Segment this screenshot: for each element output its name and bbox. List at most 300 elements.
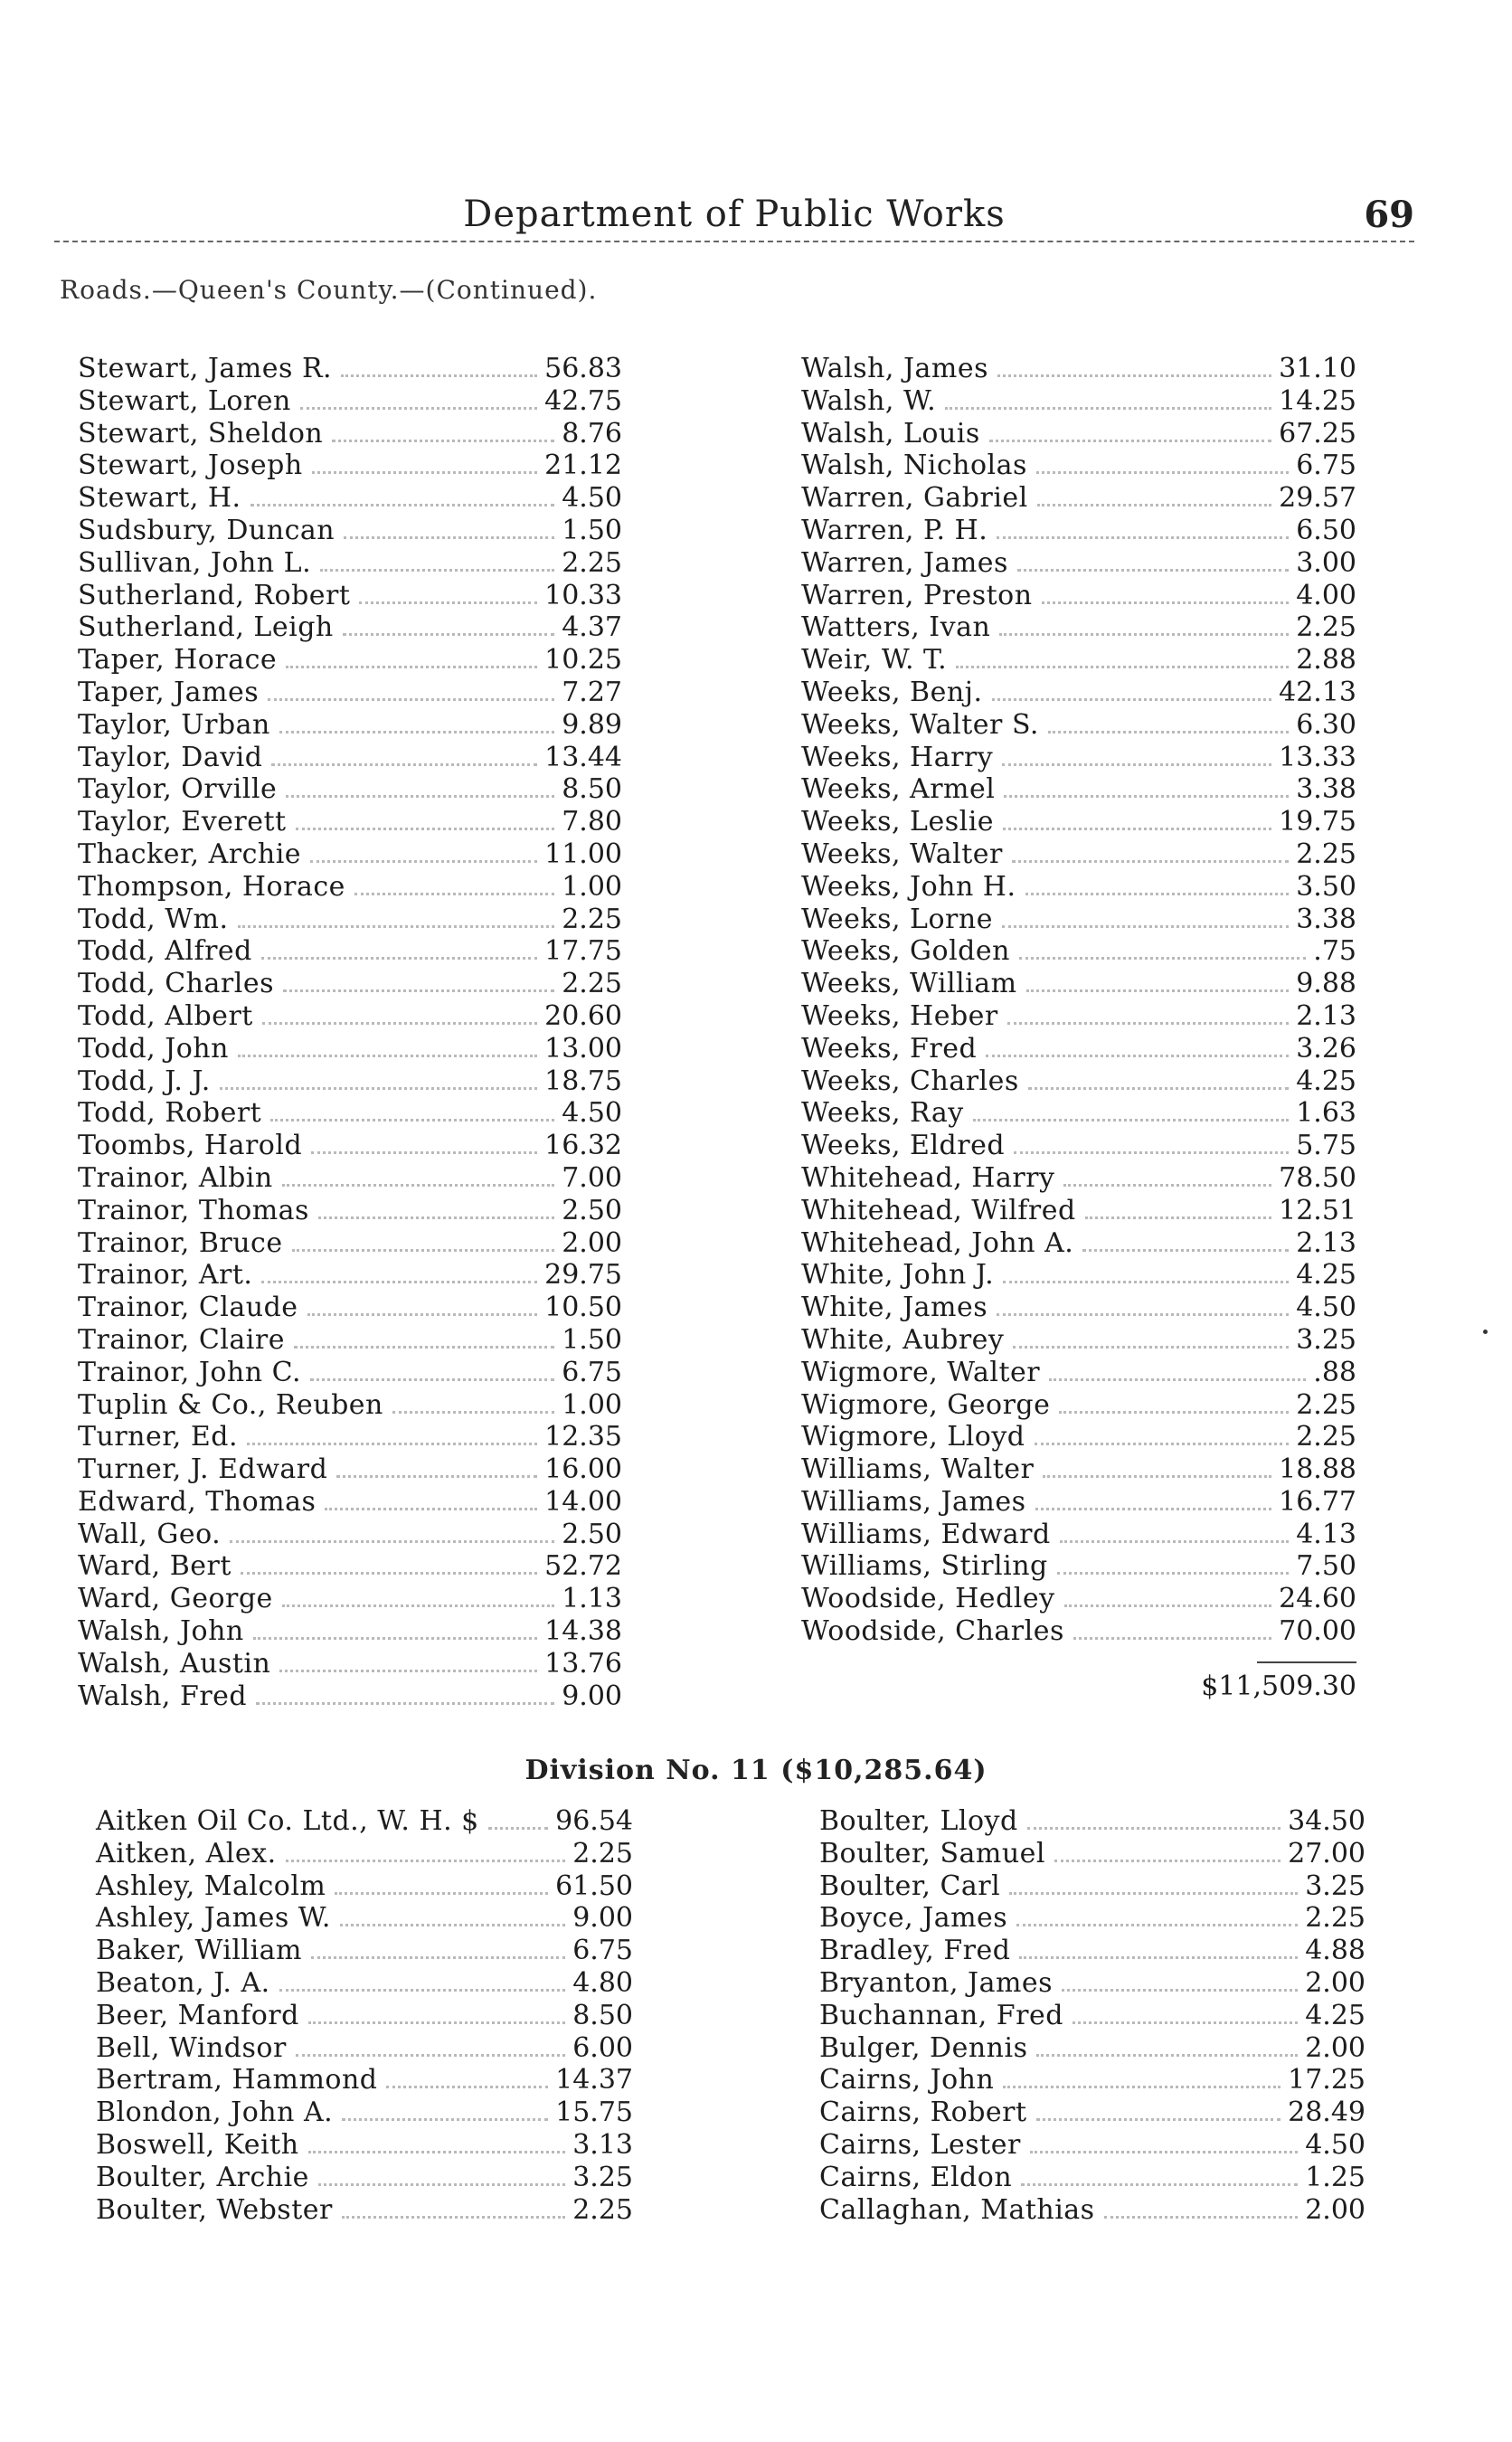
entry-name: White, John J. xyxy=(801,1259,995,1292)
entry-name: Bryanton, James xyxy=(819,1966,1054,1999)
list-item xyxy=(801,1615,1356,1648)
list-item xyxy=(96,1902,633,1935)
dot-leader xyxy=(1027,1827,1280,1830)
dot-leader xyxy=(311,1151,537,1154)
dot-leader xyxy=(343,633,554,636)
dot-leader xyxy=(230,1540,554,1543)
dot-leader xyxy=(286,666,537,668)
entry-amount: 4.50 xyxy=(562,482,622,515)
list-item xyxy=(96,1870,633,1903)
list-item xyxy=(78,418,622,450)
section2-right-column xyxy=(819,1805,1366,2226)
list-item xyxy=(819,1870,1366,1903)
list-item xyxy=(78,1648,622,1680)
entry-amount: 2.25 xyxy=(562,546,622,579)
entry-amount: 2.25 xyxy=(1296,1421,1356,1453)
entry-amount: 42.75 xyxy=(544,384,622,417)
list-item xyxy=(96,2194,633,2227)
dot-leader xyxy=(336,1475,537,1478)
list-item xyxy=(801,547,1356,580)
dot-leader xyxy=(271,763,537,766)
entry-amount: 2.00 xyxy=(562,1226,622,1259)
list-item xyxy=(78,806,622,838)
entry-name: Walsh, Austin xyxy=(78,1647,271,1680)
dot-leader xyxy=(286,1860,566,1862)
entry-amount: 17.25 xyxy=(1288,2064,1366,2097)
entry-name: Trainor, Claire xyxy=(78,1323,285,1356)
list-item xyxy=(78,385,622,418)
list-item xyxy=(96,2032,633,2065)
entry-amount: 24.60 xyxy=(1279,1583,1356,1615)
entry-name: Williams, James xyxy=(801,1485,1026,1518)
entry-amount: 13.00 xyxy=(544,1032,622,1065)
list-item xyxy=(801,1195,1356,1227)
entry-amount: 2.25 xyxy=(572,1837,633,1869)
dot-leader xyxy=(1073,1637,1271,1640)
list-item xyxy=(801,742,1356,774)
entry-name: Weeks, Golden xyxy=(801,935,1010,968)
dot-leader xyxy=(335,1892,548,1895)
dot-leader xyxy=(220,1087,537,1090)
dot-leader xyxy=(310,860,537,863)
list-item xyxy=(819,2000,1366,2032)
dot-leader xyxy=(1016,1924,1298,1926)
dot-leader xyxy=(292,1249,555,1252)
entry-amount: 7.50 xyxy=(1296,1550,1356,1583)
stray-mark xyxy=(1483,1330,1488,1334)
list-item xyxy=(78,773,622,806)
list-item xyxy=(801,1033,1356,1065)
entry-amount: 4.25 xyxy=(1296,1259,1356,1292)
list-item xyxy=(801,644,1356,677)
dot-leader xyxy=(1035,1443,1290,1445)
entry-name: Todd, Wm. xyxy=(78,903,229,935)
dot-leader xyxy=(997,536,1289,539)
list-item xyxy=(78,742,622,774)
dot-leader xyxy=(308,2151,566,2153)
dot-leader xyxy=(238,1055,537,1057)
entry-name: Aitken, Alex. xyxy=(96,1837,277,1869)
list-item xyxy=(78,677,622,709)
dot-leader xyxy=(999,633,1289,636)
total-rule xyxy=(1257,1661,1356,1663)
dot-leader xyxy=(312,471,537,474)
list-item xyxy=(78,1680,622,1713)
list-item xyxy=(819,1902,1366,1935)
dot-leader xyxy=(250,504,555,506)
entry-name: Taylor, David xyxy=(78,741,263,773)
entry-amount: 4.50 xyxy=(1296,1292,1356,1324)
list-item xyxy=(96,2000,633,2032)
list-item xyxy=(801,773,1356,806)
entry-name: Boulter, Archie xyxy=(96,2161,309,2193)
list-item xyxy=(78,1195,622,1227)
entry-amount: 16.77 xyxy=(1279,1485,1356,1518)
entry-name: Walsh, James xyxy=(801,353,989,384)
entry-amount: 3.25 xyxy=(572,2161,633,2193)
list-item xyxy=(78,838,622,871)
entry-name: Bertram, Hammond xyxy=(96,2064,378,2097)
entry-name: Buchannan, Fred xyxy=(819,1999,1063,2031)
dot-leader xyxy=(256,1702,554,1705)
entry-name: Walsh, John xyxy=(78,1615,244,1648)
entry-amount: 15.75 xyxy=(555,2097,633,2129)
entry-amount: 61.50 xyxy=(555,1869,633,1902)
entry-name: Sudsbury, Duncan xyxy=(78,514,335,546)
entry-name: Trainor, Art. xyxy=(78,1259,253,1292)
entry-name: Taper, Horace xyxy=(78,644,278,677)
dot-leader xyxy=(1030,2151,1298,2153)
list-item xyxy=(801,482,1356,515)
dot-leader xyxy=(1035,1508,1272,1510)
list-item xyxy=(801,580,1356,612)
dot-leader xyxy=(320,569,554,572)
entry-name: Turner, Ed. xyxy=(78,1421,239,1453)
entry-amount: 4.13 xyxy=(1296,1518,1356,1550)
dot-leader xyxy=(392,1411,554,1414)
dot-leader xyxy=(1082,1249,1289,1252)
dot-leader xyxy=(341,374,537,377)
entry-name: Woodside, Charles xyxy=(801,1615,1064,1648)
list-item xyxy=(801,1550,1356,1583)
entry-amount: 3.26 xyxy=(1296,1032,1356,1065)
dot-leader xyxy=(1003,2086,1280,2088)
entry-name: White, James xyxy=(801,1292,988,1324)
entry-amount: 2.13 xyxy=(1296,999,1356,1032)
entry-name: Todd, Charles xyxy=(78,968,274,1000)
entry-name: Walsh, Nicholas xyxy=(801,450,1027,482)
list-item xyxy=(801,1259,1356,1292)
dot-leader xyxy=(956,666,1289,668)
dot-leader xyxy=(1014,1151,1289,1154)
entry-name: Todd, Alfred xyxy=(78,935,252,968)
list-item xyxy=(801,709,1356,742)
entry-name: Taylor, Orville xyxy=(78,773,278,806)
entry-amount: 16.32 xyxy=(544,1130,622,1162)
list-item xyxy=(801,418,1356,450)
entry-name: Wigmore, George xyxy=(801,1388,1051,1421)
list-item xyxy=(801,1357,1356,1389)
entry-name: Blondon, John A. xyxy=(96,2097,334,2129)
entry-name: Toombs, Harold xyxy=(78,1130,303,1162)
dot-leader xyxy=(325,1508,537,1510)
entry-name: Edward, Thomas xyxy=(78,1485,317,1518)
entry-amount: 4.37 xyxy=(562,611,622,644)
list-item xyxy=(78,1227,622,1260)
entry-amount: 9.00 xyxy=(562,1680,622,1712)
dot-leader xyxy=(1104,2216,1299,2219)
list-item xyxy=(819,1838,1366,1870)
entry-name: Todd, John xyxy=(78,1032,229,1065)
list-item xyxy=(819,1967,1366,2000)
list-item xyxy=(78,904,622,936)
dot-leader xyxy=(1019,1956,1298,1959)
list-item xyxy=(819,2064,1366,2097)
entry-amount: 14.25 xyxy=(1279,384,1356,417)
entry-amount: 12.51 xyxy=(1279,1194,1356,1226)
list-item xyxy=(78,709,622,742)
dot-leader xyxy=(997,1313,1289,1316)
entry-name: Weeks, Ray xyxy=(801,1097,964,1130)
entry-amount: 8.50 xyxy=(562,773,622,806)
list-item xyxy=(801,1227,1356,1260)
list-item xyxy=(801,968,1356,1000)
entry-name: Boulter, Carl xyxy=(819,1869,1001,1902)
entry-amount: 2.00 xyxy=(1305,1966,1366,1999)
entry-name: Taper, James xyxy=(78,676,260,708)
dot-leader xyxy=(342,2118,548,2121)
entry-name: Walsh, Fred xyxy=(78,1680,248,1712)
entry-amount: 52.72 xyxy=(544,1550,622,1583)
entry-amount: 3.25 xyxy=(1305,1869,1366,1902)
dot-leader xyxy=(268,698,554,701)
entry-amount: 4.25 xyxy=(1305,1999,1366,2031)
entry-name: Wigmore, Lloyd xyxy=(801,1421,1025,1453)
entry-amount: 9.88 xyxy=(1296,968,1356,1000)
entry-amount: 78.50 xyxy=(1279,1161,1356,1194)
dot-leader xyxy=(282,1604,554,1607)
entry-name: Thacker, Archie xyxy=(78,838,302,870)
dot-leader xyxy=(318,2183,565,2186)
entry-name: Weeks, Walter S. xyxy=(801,708,1039,741)
dot-leader xyxy=(1036,2118,1281,2121)
dot-leader xyxy=(262,1022,537,1025)
entry-amount: 14.38 xyxy=(544,1615,622,1648)
dot-leader xyxy=(300,407,537,410)
entry-amount: 21.12 xyxy=(544,450,622,482)
dot-leader xyxy=(296,2054,565,2057)
dot-leader xyxy=(386,2086,548,2088)
dot-leader xyxy=(1048,731,1289,734)
entry-amount: 16.00 xyxy=(544,1453,622,1486)
list-item xyxy=(78,644,622,677)
dot-leader xyxy=(1043,1475,1271,1478)
dot-leader xyxy=(342,2216,565,2219)
entry-name: Cairns, Robert xyxy=(819,2097,1027,2129)
page-number: 69 xyxy=(1364,194,1414,236)
entry-name: Taylor, Urban xyxy=(78,708,270,741)
entry-amount: 27.00 xyxy=(1288,1837,1366,1869)
entry-name: Walsh, W. xyxy=(801,384,937,417)
dot-leader xyxy=(359,601,537,604)
dot-leader xyxy=(241,1572,537,1575)
list-item xyxy=(78,1065,622,1098)
entry-amount: 2.25 xyxy=(1296,1388,1356,1421)
entry-name: Aitken Oil Co. Ltd., W. H. $ xyxy=(96,1805,479,1837)
dot-leader xyxy=(1042,601,1290,604)
list-item xyxy=(801,806,1356,838)
section-subtitle: Roads.—Queen's County.—(Continued). xyxy=(60,275,598,305)
entry-amount: 2.25 xyxy=(562,968,622,1000)
list-item xyxy=(78,1486,622,1519)
entry-name: Sutherland, Leigh xyxy=(78,611,334,644)
list-item xyxy=(78,1615,622,1648)
entry-name: Williams, Stirling xyxy=(801,1550,1048,1583)
entry-name: Whitehead, Harry xyxy=(801,1161,1055,1194)
list-item xyxy=(78,1453,622,1486)
entry-name: Bell, Windsor xyxy=(96,2031,287,2064)
entry-amount: 42.13 xyxy=(1279,676,1356,708)
section-total: $11,509.30 xyxy=(1201,1671,1356,1702)
dot-leader xyxy=(1012,860,1289,863)
list-item xyxy=(96,1805,633,1838)
entry-name: Stewart, James R. xyxy=(78,353,333,384)
list-item xyxy=(78,1000,622,1033)
list-item xyxy=(78,1583,622,1615)
entry-amount: 4.88 xyxy=(1305,1935,1366,1967)
entry-name: Boulter, Lloyd xyxy=(819,1805,1018,1837)
entry-amount: 1.00 xyxy=(562,870,622,903)
dot-leader xyxy=(279,1670,537,1672)
dot-leader xyxy=(945,407,1271,410)
list-item xyxy=(78,1033,622,1065)
entry-amount: 1.00 xyxy=(562,1388,622,1421)
list-item xyxy=(801,1130,1356,1162)
entry-amount: 67.25 xyxy=(1279,417,1356,450)
page-header xyxy=(54,194,1414,242)
entry-name: Trainor, Thomas xyxy=(78,1194,309,1226)
dot-leader xyxy=(1060,1540,1290,1543)
entry-amount: 6.50 xyxy=(1296,514,1356,546)
dot-leader xyxy=(1025,893,1290,895)
list-item xyxy=(801,1486,1356,1519)
dot-leader xyxy=(1026,989,1290,992)
list-item xyxy=(78,515,622,547)
entry-amount: 28.49 xyxy=(1288,2097,1366,2129)
dot-leader xyxy=(1002,925,1289,928)
entry-name: Weeks, Armel xyxy=(801,773,996,806)
list-item xyxy=(78,611,622,644)
list-item xyxy=(801,904,1356,936)
entry-name: Sutherland, Robert xyxy=(78,579,351,611)
dot-leader xyxy=(308,2021,565,2024)
dot-leader xyxy=(1062,1989,1298,1992)
entry-name: Ward, Bert xyxy=(78,1550,232,1583)
entry-name: Stewart, Sheldon xyxy=(78,417,324,450)
dot-leader xyxy=(1054,1860,1280,1862)
entry-amount: 7.80 xyxy=(562,806,622,838)
list-item xyxy=(78,482,622,515)
dot-leader xyxy=(282,1184,554,1187)
entry-amount: 4.25 xyxy=(1296,1065,1356,1097)
entry-name: Trainor, Claude xyxy=(78,1292,298,1324)
entry-amount: 13.33 xyxy=(1279,741,1356,773)
entry-name: Weeks, John H. xyxy=(801,870,1016,903)
list-item xyxy=(801,677,1356,709)
dot-leader xyxy=(1028,1087,1289,1090)
list-item xyxy=(801,611,1356,644)
list-item xyxy=(801,1162,1356,1195)
dot-leader xyxy=(238,925,555,928)
list-item xyxy=(96,1838,633,1870)
entry-name: Stewart, Loren xyxy=(78,384,291,417)
list-item xyxy=(801,1324,1356,1357)
entry-amount: 13.76 xyxy=(544,1647,622,1680)
dot-leader xyxy=(989,440,1271,442)
entry-amount: 29.75 xyxy=(544,1259,622,1292)
entry-name: Weeks, Lorne xyxy=(801,903,993,935)
entry-name: Warren, Gabriel xyxy=(801,482,1028,515)
entry-amount: 4.50 xyxy=(1305,2128,1366,2161)
entry-amount: 10.50 xyxy=(544,1292,622,1324)
entry-name: Weeks, Leslie xyxy=(801,806,995,838)
entry-amount: 3.13 xyxy=(572,2128,633,2161)
dot-leader xyxy=(253,1637,537,1640)
entry-amount: 14.00 xyxy=(544,1485,622,1518)
entry-amount: 4.00 xyxy=(1296,579,1356,611)
list-item xyxy=(78,450,622,482)
list-item xyxy=(801,450,1356,482)
entry-amount: 2.25 xyxy=(1305,1902,1366,1935)
entry-name: Weeks, Walter xyxy=(801,838,1003,870)
dot-leader xyxy=(997,374,1271,377)
dot-leader xyxy=(283,989,554,992)
dot-leader xyxy=(286,795,554,798)
entry-name: Ashley, James W. xyxy=(96,1902,331,1935)
entry-name: Warren, Preston xyxy=(801,579,1033,611)
entry-amount: 7.00 xyxy=(562,1161,622,1194)
entry-amount: 1.50 xyxy=(562,1323,622,1356)
list-item xyxy=(96,1967,633,2000)
entry-name: Bulger, Dennis xyxy=(819,2031,1028,2064)
entry-amount: 18.75 xyxy=(544,1065,622,1097)
entry-amount: 19.75 xyxy=(1279,806,1356,838)
page-title: Department of Public Works xyxy=(463,194,1006,235)
dot-leader xyxy=(261,1281,537,1283)
entry-amount: 2.25 xyxy=(572,2193,633,2226)
entry-name: Weeks, William xyxy=(801,968,1017,1000)
entry-amount: 4.80 xyxy=(572,1966,633,1999)
entry-amount: 96.54 xyxy=(555,1805,633,1837)
list-item xyxy=(819,1935,1366,1967)
entry-name: Weeks, Charles xyxy=(801,1065,1019,1097)
list-item xyxy=(801,838,1356,871)
entry-name: Boyce, James xyxy=(819,1902,1008,1935)
entry-name: Weeks, Heber xyxy=(801,999,998,1032)
list-item xyxy=(78,580,622,612)
list-item xyxy=(801,1583,1356,1615)
dot-leader xyxy=(986,1055,1289,1057)
list-item xyxy=(801,1292,1356,1324)
list-item xyxy=(78,1389,622,1422)
list-item xyxy=(819,1805,1366,1838)
list-item xyxy=(801,1000,1356,1033)
dot-leader xyxy=(1036,2054,1298,2057)
list-item xyxy=(819,2129,1366,2162)
entry-name: Walsh, Louis xyxy=(801,417,980,450)
entry-amount: 3.50 xyxy=(1296,870,1356,903)
dot-leader xyxy=(1037,504,1271,506)
list-item xyxy=(78,935,622,968)
entry-name: Todd, J. J. xyxy=(78,1065,211,1097)
dot-leader xyxy=(1019,957,1306,960)
dot-leader xyxy=(296,828,555,830)
entry-name: Weeks, Eldred xyxy=(801,1130,1006,1162)
entry-name: Weir, W. T. xyxy=(801,644,948,677)
list-item xyxy=(801,871,1356,904)
list-item xyxy=(78,1130,622,1162)
entry-amount: 2.00 xyxy=(1305,2031,1366,2064)
list-item xyxy=(78,353,622,385)
list-item xyxy=(801,1421,1356,1453)
entry-name: Ward, George xyxy=(78,1583,273,1615)
section1-right-column xyxy=(801,353,1356,1648)
entry-amount: 8.76 xyxy=(562,417,622,450)
entry-amount: 10.33 xyxy=(544,579,622,611)
entry-amount: 12.35 xyxy=(544,1421,622,1453)
entry-name: Callaghan, Mathias xyxy=(819,2193,1095,2226)
dot-leader xyxy=(344,536,554,539)
